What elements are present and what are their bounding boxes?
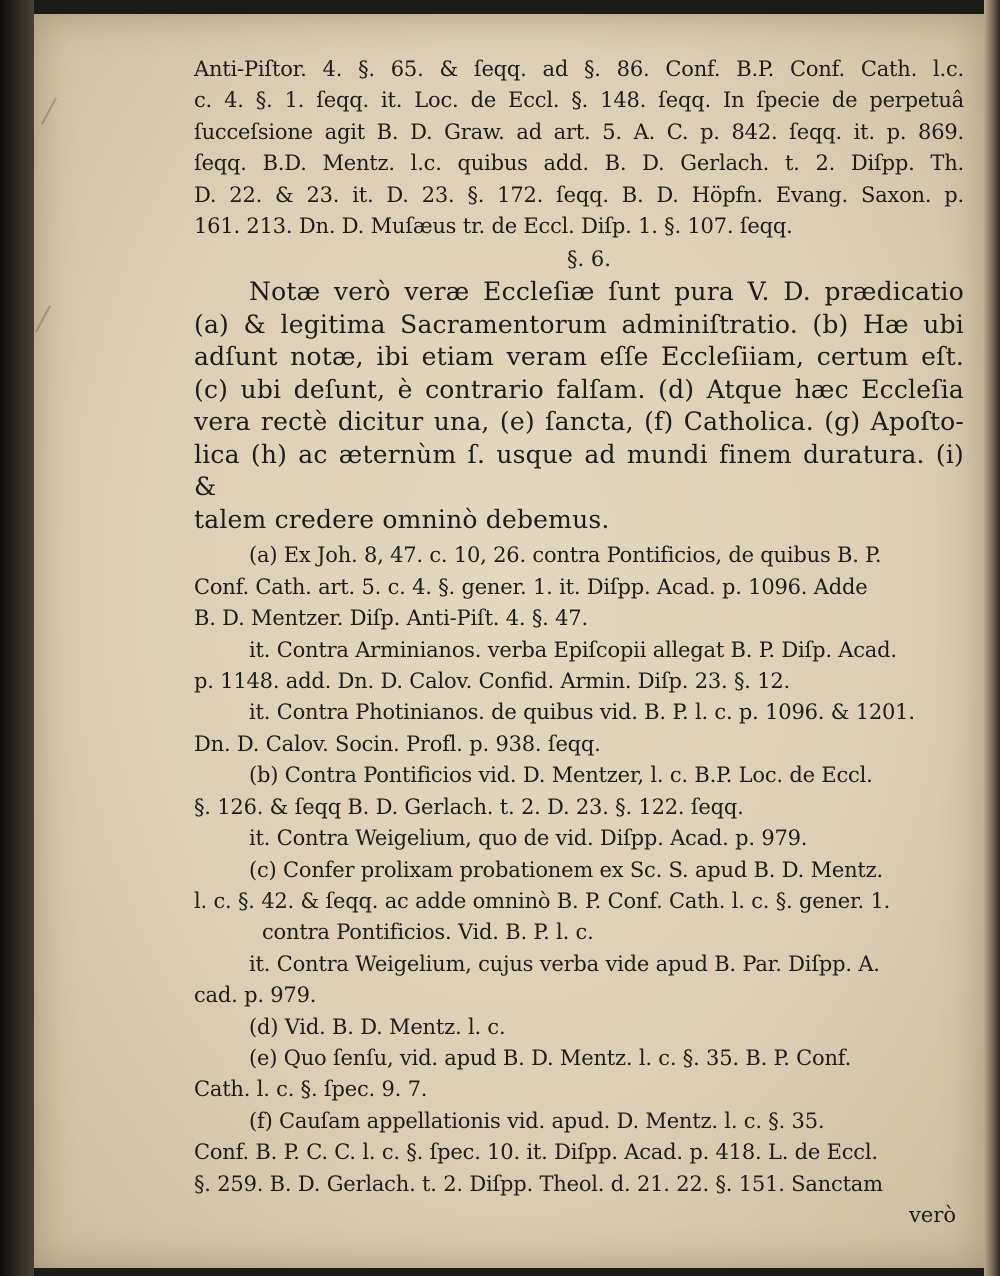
- footnote-line: p. 1148. add. Dn. D. Calov. Confid. Armin. Diſp. 23. §. 12.: [194, 669, 791, 694]
- catchword: verò: [909, 1202, 956, 1227]
- intro-line: 161. 213. Dn. D. Muſæus tr. de Eccl. Diſp. 1. §. 107. ſeqq.: [194, 214, 793, 239]
- footnote-line: §. 259. B. D. Gerlach. t. 2. Diſpp. Theol. d. 21. 22. §. 151. Sanctam: [194, 1171, 883, 1196]
- book-page: [34, 14, 984, 1268]
- footnote-line: (e) Quo ſenſu, vid. apud B. D. Mentz. l. c. §. 35. B. P. Conf.: [249, 1045, 852, 1070]
- footnote-line: cad. p. 979.: [194, 983, 317, 1008]
- footnote-line: Conf. Cath. art. 5. c. 4. §. gener. 1. it. Diſpp. Acad. p. 1096. Adde: [194, 574, 868, 599]
- intro-paragraph: [194, 54, 964, 242]
- footnote-line: it. Contra Weigelium, quo de vid. Diſpp. Acad. p. 979.: [249, 826, 808, 851]
- page-text-block: [194, 54, 964, 1230]
- section-heading: §. 6.: [567, 247, 611, 272]
- main-line: vera rectè dicitur una, (e) ſancta, (f) Catholica. (g) Apoſto-: [194, 407, 964, 437]
- main-line: adſunt notæ, ibi etiam veram eſſe Eccleſiiam, certum eſt.: [194, 342, 964, 372]
- book-binding-edge: [0, 0, 34, 1276]
- footnote-line: l. c. §. 42. & ſeqq. ac adde omninò B. P. Conf. Cath. l. c. §. gener. 1.: [194, 888, 891, 913]
- main-line: talem credere omninò debemus.: [194, 504, 610, 534]
- intro-line: D. 22. & 23. it. D. 23. §. 172. ſeqq. B. D. Höpfn. Evang. Saxon. p.: [194, 182, 964, 207]
- footnote-line: it. Contra Photinianos. de quibus vid. B. P. l. c. p. 1096. & 1201.: [249, 700, 915, 725]
- intro-line: c. 4. §. 1. ſeqq. it. Loc. de Eccl. §. 148. ſeqq. In ſpecie de perpetuâ: [194, 88, 964, 113]
- ink-mark: [41, 97, 57, 124]
- footnote-line: (f) Cauſam appellationis vid. apud. D. Mentz. l. c. §. 35.: [249, 1108, 825, 1133]
- footnotes: [194, 540, 964, 1200]
- footnote-line: Conf. B. P. C. C. l. c. §. ſpec. 10. it. Diſpp. Acad. p. 418. L. de Eccl.: [194, 1140, 878, 1165]
- intro-line: ſucceſsione agit B. D. Graw. ad art. 5. A. C. p. 842. ſeqq. it. p. 869.: [194, 119, 964, 144]
- page-fore-edge: [984, 0, 1000, 1276]
- footnote-line: (d) Vid. B. D. Mentz. l. c.: [249, 1014, 506, 1039]
- ink-mark: [35, 305, 51, 332]
- footnote-line: (c) Confer prolixam probationem ex Sc. S. apud B. D. Mentz.: [249, 857, 884, 882]
- main-line: lica (h) ac æternùm ſ. usque ad mundi finem duratura. (i) &: [194, 439, 964, 502]
- intro-line: ſeqq. B.D. Mentz. l.c. quibus add. B. D. Gerlach. t. 2. Diſpp. Th.: [194, 151, 964, 176]
- intro-line: Anti-Piſtor. 4. §. 65. & ſeqq. ad §. 86. Conf. B.P. Conf. Cath. l.c.: [194, 57, 964, 81]
- footnote-line: it. Contra Weigelium, cujus verba vide apud B. Par. Diſpp. A.: [249, 951, 880, 976]
- footnote-line: Dn. D. Calov. Socin. Profl. p. 938. ſeqq.: [194, 731, 601, 756]
- main-line: (a) & legitima Sacramentorum adminiſtratio. (b) Hæ ubi: [194, 309, 964, 339]
- footnote-line: Cath. l. c. §. ſpec. 9. 7.: [194, 1077, 428, 1102]
- footnote-line: contra Pontificios. Vid. B. P. l. c.: [262, 920, 594, 945]
- footnote-line: (b) Contra Pontificios vid. D. Mentzer, l. c. B.P. Loc. de Eccl.: [249, 763, 873, 788]
- main-line: Notæ verò veræ Eccleſiæ ſunt pura V. D. prædicatio: [249, 277, 964, 307]
- footnote-line: §. 126. & ſeqq B. D. Gerlach. t. 2. D. 23. §. 122. ſeqq.: [194, 794, 744, 819]
- main-paragraph: [194, 276, 964, 536]
- footnote-line: it. Contra Arminianos. verba Epiſcopii allegat B. P. Diſp. Acad.: [249, 637, 897, 662]
- footnote-line: B. D. Mentzer. Diſp. Anti-Piſt. 4. §. 47.: [194, 606, 588, 631]
- main-line: (c) ubi deſunt, è contrario falſam. (d) Atque hæc Eccleſia: [194, 374, 964, 404]
- footnote-line: (a) Ex Joh. 8, 47. c. 10, 26. contra Pontificios, de quibus B. P.: [249, 543, 882, 568]
